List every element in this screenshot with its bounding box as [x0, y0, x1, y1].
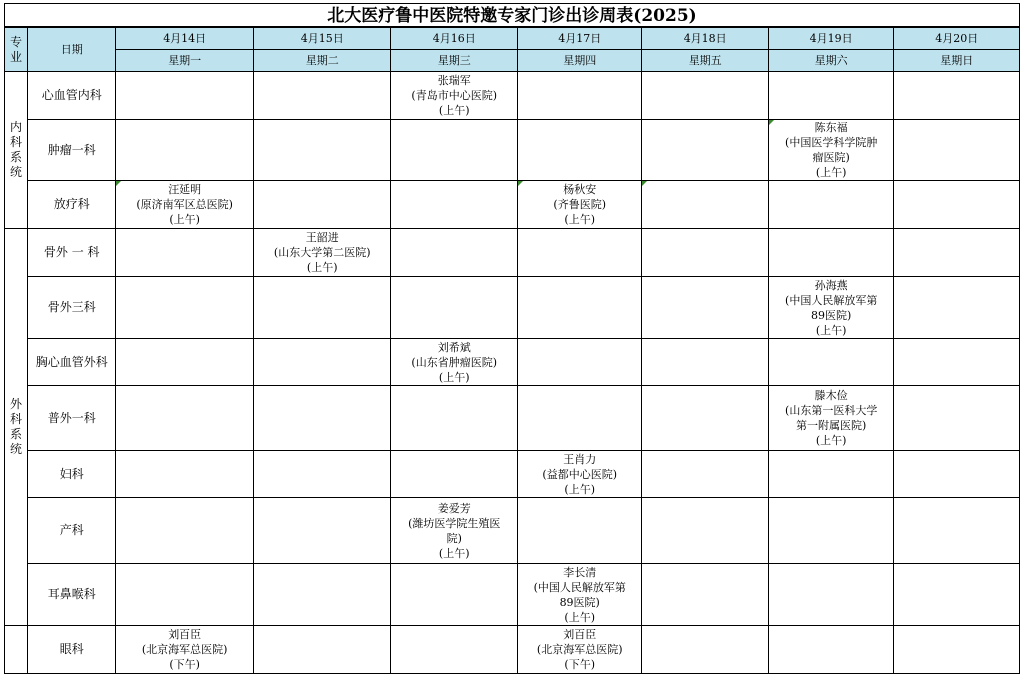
schedule-cell — [116, 181, 254, 229]
schedule-cell — [517, 277, 641, 339]
doctor-name: 孙海燕 — [814, 278, 848, 292]
schedule-cell — [642, 181, 768, 229]
schedule-cell — [116, 564, 254, 626]
date-cell: 4月14日 — [116, 28, 254, 50]
schedule-cell — [391, 451, 517, 498]
doctor-detail: (下午) — [564, 658, 595, 671]
table-row — [5, 498, 1020, 564]
schedule-cell — [894, 229, 1020, 277]
doctor-detail: (上午) — [169, 213, 200, 226]
schedule-cell — [253, 72, 391, 120]
schedule-cell — [642, 451, 768, 498]
schedule-cell — [894, 72, 1020, 120]
doctor-name: 张瑞军 — [437, 74, 471, 87]
table-row — [5, 277, 1020, 339]
schedule-cell — [894, 564, 1020, 626]
schedule-cell — [253, 498, 391, 564]
department-name: 胸心血管外科 — [28, 339, 116, 386]
doctor-detail: 第一附属医院) — [796, 419, 867, 432]
schedule-cell — [768, 339, 893, 386]
schedule-cell — [517, 339, 641, 386]
doctor-entry — [391, 501, 516, 561]
doctor-entry — [254, 230, 391, 275]
schedule-cell — [253, 564, 391, 626]
date-header-row — [5, 28, 1020, 50]
schedule-cell — [391, 498, 517, 564]
schedule-cell — [642, 498, 768, 564]
department-name: 放疗科 — [28, 181, 116, 229]
schedule-cell — [642, 386, 768, 451]
schedule-cell — [116, 229, 254, 277]
schedule-cell — [768, 451, 893, 498]
schedule-cell — [517, 564, 641, 626]
doctor-entry — [518, 452, 641, 497]
schedule-cell — [116, 72, 254, 120]
schedule-cell — [517, 451, 641, 498]
comment-marker-icon — [518, 181, 523, 186]
doctor-name: 李长清 — [563, 565, 597, 579]
schedule-cell — [642, 72, 768, 120]
schedule-cell — [768, 72, 893, 120]
doctor-detail: (原济南军区总医院) — [136, 198, 233, 211]
schedule-cell — [894, 386, 1020, 451]
doctor-detail: (上午) — [438, 104, 470, 117]
schedule-cell — [768, 181, 893, 229]
date-header: 日期 — [28, 28, 116, 72]
table-row — [5, 626, 1020, 674]
doctor-detail: 89医院) — [811, 308, 852, 322]
schedule-cell — [768, 498, 893, 564]
schedule-cell — [517, 120, 641, 181]
doctor-entry — [769, 120, 893, 180]
department-name: 心血管内科 — [28, 72, 116, 120]
department-name: 眼科 — [28, 626, 116, 674]
schedule-cell — [391, 72, 517, 120]
schedule-cell — [253, 277, 391, 339]
group-internal — [5, 72, 28, 229]
schedule-cell — [894, 498, 1020, 564]
department-name: 肿瘤一科 — [28, 120, 116, 181]
schedule-cell — [517, 498, 641, 564]
comment-marker-icon — [642, 181, 647, 186]
schedule-cell — [642, 564, 768, 626]
schedule-cell — [768, 120, 893, 181]
doctor-entry — [518, 565, 641, 625]
schedule-cell — [391, 120, 517, 181]
schedule-cell — [253, 229, 391, 277]
weekday-cell: 星期一 — [116, 50, 254, 72]
schedule-cell — [391, 564, 517, 626]
doctor-detail: 89医院) — [559, 595, 600, 609]
group-char: 外 — [10, 397, 23, 411]
weekday-cell: 星期三 — [391, 50, 517, 72]
schedule-cell — [768, 229, 893, 277]
doctor-detail: (益都中心医院) — [542, 467, 617, 481]
table-row — [5, 120, 1020, 181]
doctor-detail: (青岛市中心医院) — [411, 89, 498, 102]
schedule-cell — [642, 120, 768, 181]
doctor-detail: (北京海军总医院) — [141, 643, 228, 656]
doctor-detail: (上午) — [438, 370, 470, 384]
schedule-cell — [116, 498, 254, 564]
page-title: 北大医疗鲁中医院特邀专家门诊出诊周表(2025) — [4, 3, 1020, 27]
group-surgical — [5, 229, 28, 626]
schedule-cell — [253, 120, 391, 181]
doctor-detail: (上午) — [564, 610, 595, 624]
doctor-entry — [518, 182, 641, 227]
schedule-sheet — [4, 3, 1020, 674]
doctor-detail: (上午) — [306, 261, 338, 274]
doctor-name: 刘希斌 — [437, 340, 471, 354]
department-name: 耳鼻喉科 — [28, 564, 116, 626]
group-char: 内 — [10, 120, 23, 134]
doctor-name: 刘百臣 — [563, 628, 597, 641]
doctor-entry — [518, 627, 641, 672]
doctor-detail: 院) — [446, 531, 462, 545]
schedule-cell — [391, 181, 517, 229]
department-name: 普外一科 — [28, 386, 116, 451]
schedule-cell — [116, 386, 254, 451]
schedule-cell — [253, 386, 391, 451]
schedule-cell — [253, 339, 391, 386]
weekday-header-row — [5, 50, 1020, 72]
specialty-header: 专 业 — [5, 28, 28, 72]
schedule-cell — [253, 626, 391, 674]
date-cell: 4月15日 — [253, 28, 391, 50]
schedule-cell — [768, 626, 893, 674]
doctor-detail: 瘤医院) — [812, 151, 850, 164]
doctor-detail: (上午) — [815, 434, 847, 447]
schedule-cell — [642, 339, 768, 386]
doctor-entry — [769, 388, 893, 448]
schedule-cell — [642, 626, 768, 674]
schedule-cell — [517, 229, 641, 277]
weekday-cell: 星期四 — [517, 50, 641, 72]
group-char: 系 — [10, 150, 23, 164]
doctor-detail: (中国人民解放军第 — [533, 580, 626, 594]
date-cell: 4月19日 — [768, 28, 893, 50]
doctor-detail: (北京海军总医院) — [536, 643, 623, 656]
doctor-entry — [116, 182, 253, 227]
date-cell: 4月20日 — [894, 28, 1020, 50]
doctor-name: 王韶进 — [305, 231, 339, 244]
schedule-cell — [768, 386, 893, 451]
doctor-detail: (山东大学第二医院) — [273, 246, 371, 259]
group-char: 科 — [10, 135, 23, 149]
comment-marker-icon — [116, 181, 121, 186]
doctor-detail: (上午) — [564, 482, 595, 496]
doctor-detail: (山东省肿瘤医院) — [411, 355, 498, 369]
schedule-cell — [116, 626, 254, 674]
group-char: 科 — [10, 412, 23, 426]
date-cell: 4月16日 — [391, 28, 517, 50]
weekday-cell: 星期日 — [894, 50, 1020, 72]
doctor-detail: (上午) — [815, 166, 847, 179]
schedule-cell — [391, 626, 517, 674]
weekday-cell: 星期二 — [253, 50, 391, 72]
doctor-name: 王肖力 — [563, 452, 597, 466]
doctor-name: 滕木俭 — [814, 389, 848, 402]
schedule-cell — [116, 277, 254, 339]
group-char: 统 — [10, 165, 23, 179]
doctor-detail: (中国人民解放军第 — [785, 293, 878, 307]
schedule-cell — [642, 229, 768, 277]
doctor-entry — [391, 340, 516, 385]
department-name: 骨外三科 — [28, 277, 116, 339]
schedule-cell — [894, 277, 1020, 339]
schedule-cell — [253, 181, 391, 229]
group-empty — [5, 626, 28, 674]
department-name: 妇科 — [28, 451, 116, 498]
schedule-cell — [894, 339, 1020, 386]
group-char: 系 — [10, 427, 23, 441]
doctor-detail: (上午) — [564, 213, 595, 226]
table-row — [5, 451, 1020, 498]
schedule-cell — [391, 386, 517, 451]
doctor-name: 陈东福 — [814, 121, 848, 134]
doctor-name: 汪延明 — [168, 183, 202, 196]
schedule-cell — [894, 451, 1020, 498]
doctor-name: 杨秋安 — [563, 183, 597, 196]
doctor-detail: (上午) — [815, 323, 847, 337]
group-char: 统 — [10, 442, 23, 456]
schedule-cell — [894, 181, 1020, 229]
schedule-cell — [391, 339, 517, 386]
department-name: 骨外 一 科 — [28, 229, 116, 277]
schedule-cell — [116, 451, 254, 498]
doctor-detail: (上午) — [438, 546, 470, 560]
doctor-detail: (中国医学科学院肿 — [785, 136, 878, 149]
table-row — [5, 72, 1020, 120]
schedule-cell — [391, 277, 517, 339]
schedule-cell — [517, 72, 641, 120]
doctor-name: 刘百臣 — [168, 628, 202, 641]
schedule-cell — [517, 386, 641, 451]
doctor-detail: (齐鲁医院) — [553, 198, 606, 211]
department-name: 产科 — [28, 498, 116, 564]
schedule-cell — [253, 451, 391, 498]
schedule-cell — [768, 277, 893, 339]
date-cell: 4月17日 — [517, 28, 641, 50]
schedule-table — [4, 27, 1020, 674]
table-row — [5, 564, 1020, 626]
doctor-detail: (潍坊医学院生殖医 — [408, 516, 501, 530]
doctor-entry — [769, 278, 893, 338]
table-row — [5, 339, 1020, 386]
doctor-name: 姜爱芳 — [437, 501, 471, 515]
weekday-cell: 星期五 — [642, 50, 768, 72]
schedule-cell — [116, 339, 254, 386]
schedule-cell — [517, 626, 641, 674]
table-row — [5, 181, 1020, 229]
table-row — [5, 229, 1020, 277]
date-cell: 4月18日 — [642, 28, 768, 50]
doctor-entry — [391, 73, 516, 118]
schedule-cell — [517, 181, 641, 229]
doctor-detail: (下午) — [169, 658, 200, 671]
schedule-cell — [768, 564, 893, 626]
doctor-entry — [116, 627, 253, 672]
doctor-detail: (山东第一医科大学 — [785, 404, 878, 417]
schedule-cell — [642, 277, 768, 339]
comment-marker-icon — [769, 120, 774, 125]
weekday-cell: 星期六 — [768, 50, 893, 72]
table-row — [5, 386, 1020, 451]
schedule-cell — [894, 120, 1020, 181]
schedule-cell — [391, 229, 517, 277]
schedule-cell — [894, 626, 1020, 674]
schedule-cell — [116, 120, 254, 181]
